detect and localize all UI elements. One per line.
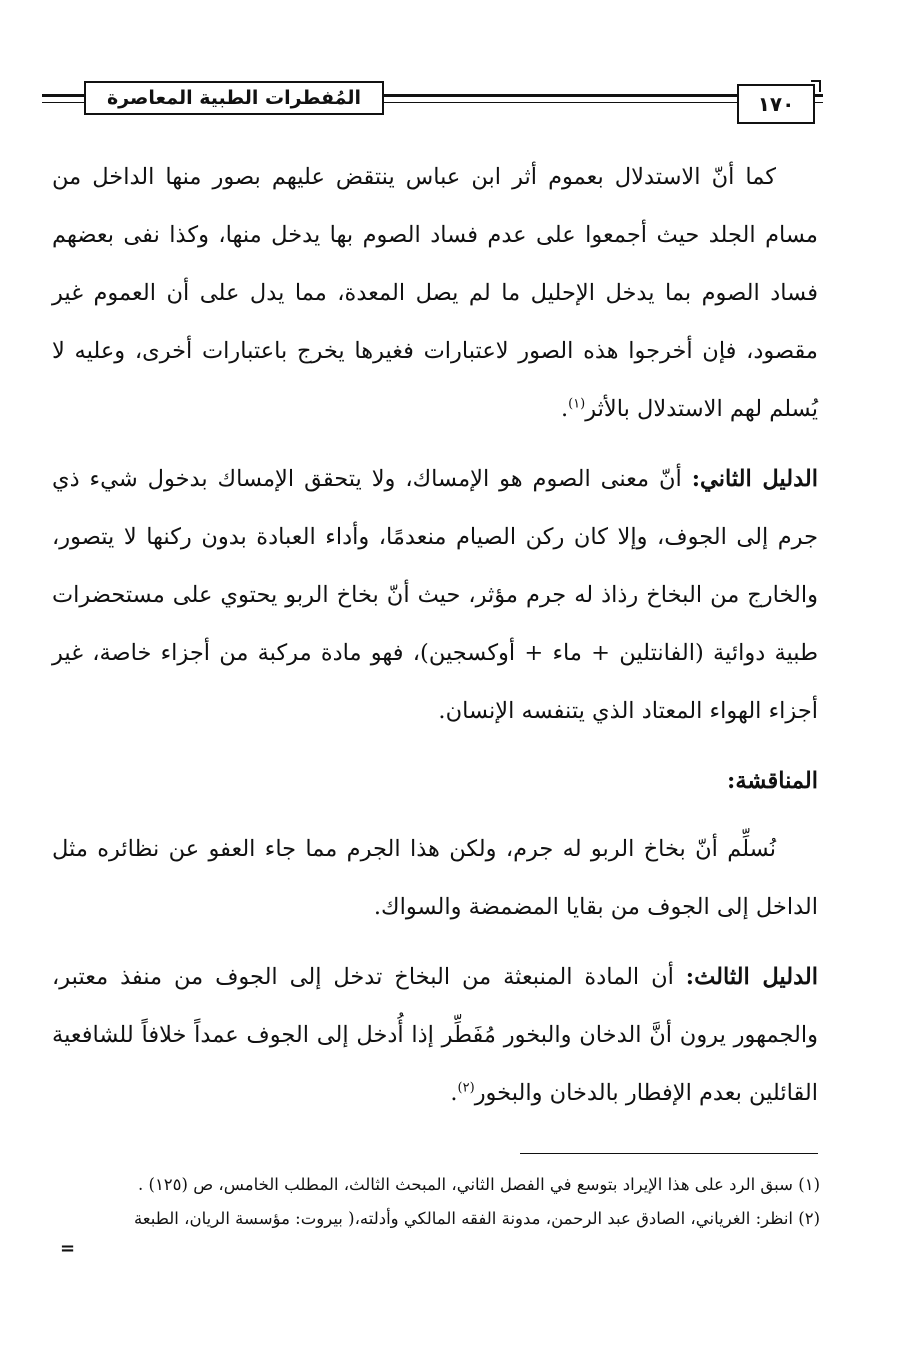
footnote-ref-2: (٢) [457, 1080, 475, 1096]
paragraph-3 [52, 820, 818, 936]
paragraph-4 [52, 948, 818, 1122]
paragraph-text: نُسلِّم أنّ بخاخ الربو له جرم، ولكن هذا الجرم مما جاء العفو عن نظائره مثل الداخل إلى الجوف من بقايا المضمضة والسواك. [52, 836, 818, 920]
footnote-ref-1: (١) [568, 396, 586, 412]
paragraph-text: أن المادة المنبعثة من البخاخ تدخل إلى الجوف من منفذ معتبر، والجمهور يرون أنَّ الدخان والبخور مُفَطِّر إذا أُدخل إلى الجوف عمداً خلافاً للشافعية القائلين بعدم الإفطار بالدخان والبخور [52, 964, 818, 1106]
page-header [42, 76, 823, 122]
paragraph-text: كما أنّ الاستدلال بعموم أثر ابن عباس ينتقض عليهم بصور منها الداخل من مسام الجلد حيث أجمعوا على عدم فساد الصوم بها يدخل منها، وكذا نفى بعضهم فساد الصوم بما يدخل الإحليل ما لم يصل المعدة، مما يدل على أن العموم غير مقصود، فإن أخرجوا هذه الصور لاعتبارات فغيرها يخرج باعتبارات أخرى، وعليه لا يُسلم لهم الاستدلال بالأثر [52, 164, 818, 422]
heading-text: المناقشة: [727, 768, 818, 794]
footnotes [48, 1168, 820, 1236]
running-title: المُفطرات الطبية المعاصرة [84, 81, 384, 115]
paragraph-2 [52, 450, 818, 740]
main-text [52, 148, 818, 1122]
paragraph-lead: الدليل الثالث: [685, 964, 818, 990]
footnote-2: (٢) انظر: الغرياني، الصادق عبد الرحمن، مدونة الفقه المالكي وأدلته،( بيروت: مؤسسة الريان، الطبعة [133, 1209, 820, 1228]
paragraph-tail: . [450, 1080, 458, 1106]
paragraph-text: أنّ معنى الصوم هو الإمساك، ولا يتحقق الإمساك بدخول شيء ذي جرم إلى الجوف، وإلا كان ركن الصيام منعدمًا، وأداء العبادة بدون ركنها لا يتصور، والخارج من البخاخ رذاذ له جرم مؤثر، حيث أنّ بخاخ الربو يحتوي على مستحضرات طبية دوائية (الفانتلين + ماء + أوكسجين)، فهو مادة مركبة من أجزاء خاصة، غير أجزاء الهواء المعتاد الذي يتنفسه الإنسان. [52, 466, 818, 724]
paragraph-lead: الدليل الثاني: [691, 466, 818, 492]
footnote-1: (١) سبق الرد على هذا الإيراد بتوسع في الفصل الثاني، المبحث الثالث، المطلب الخامس، ص (١٢٥) . [138, 1175, 820, 1194]
paragraph-1 [52, 148, 818, 438]
page-number: ١٧٠ [737, 84, 815, 124]
paragraph-tail: . [560, 396, 569, 422]
continuation-mark: = [60, 1238, 76, 1259]
discussion-heading [52, 752, 818, 810]
footnote-separator [520, 1153, 818, 1154]
